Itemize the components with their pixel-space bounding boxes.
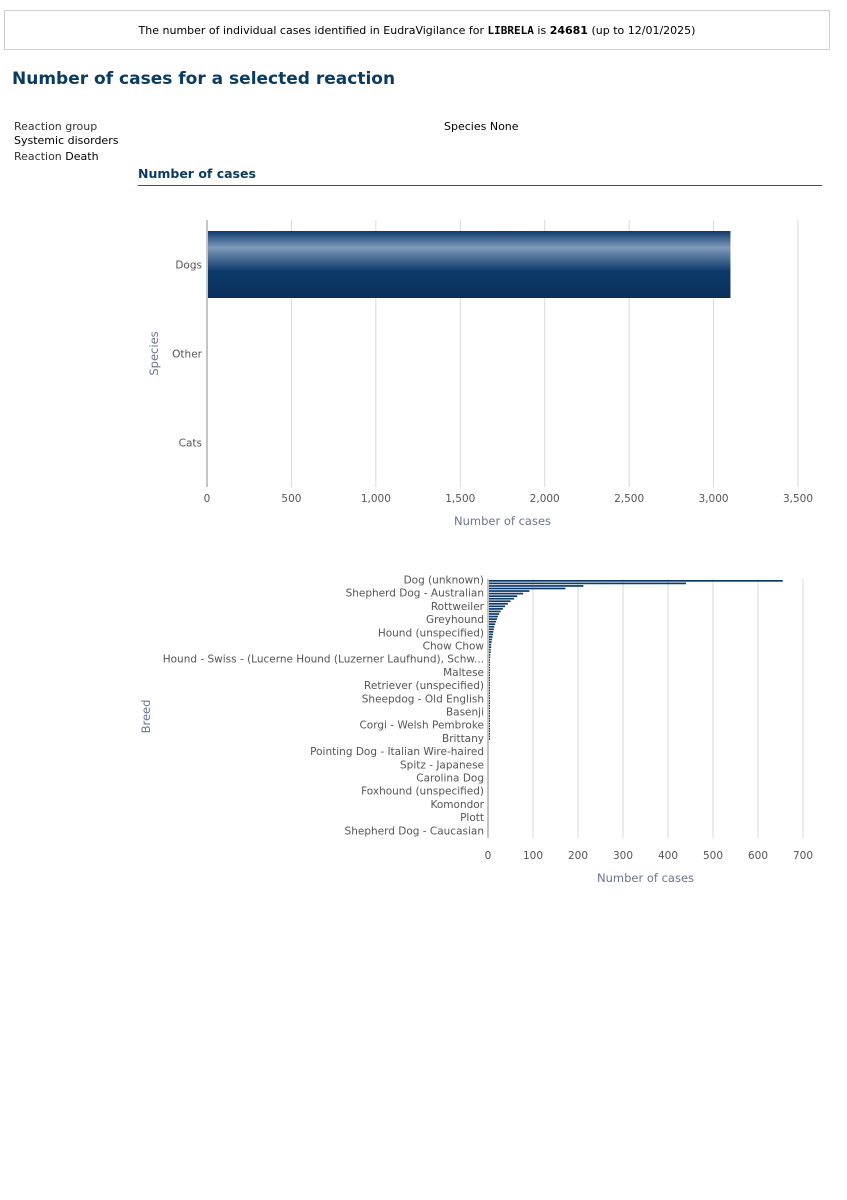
y-tick-label: Shepherd Dog - Australian xyxy=(345,587,484,600)
bar xyxy=(489,611,501,613)
banner-suffix: (up to 12/01/2025) xyxy=(591,23,696,37)
x-tick-label: 500 xyxy=(702,850,724,862)
reaction-group-filter xyxy=(14,120,124,148)
bar xyxy=(489,713,490,715)
bar xyxy=(489,672,490,674)
y-tick-label: Pointing Dog - Italian Wire-haired xyxy=(310,746,484,759)
x-tick-label: 0 xyxy=(484,850,492,862)
bar xyxy=(489,623,495,625)
y-tick-label: Chow Chow xyxy=(422,640,484,653)
bar xyxy=(489,646,491,648)
bar xyxy=(208,231,730,298)
y-tick-label: Corgi - Welsh Pembroke xyxy=(359,719,484,732)
y-tick-label: Retriever (unspecified) xyxy=(364,680,484,693)
banner-is: is xyxy=(537,23,547,37)
x-tick-label: 3,000 xyxy=(698,493,729,505)
section-title: Number of cases xyxy=(138,166,256,181)
bar xyxy=(489,664,490,666)
case-count-banner xyxy=(4,10,830,50)
x-tick-label: 3,500 xyxy=(782,493,814,505)
y-tick-label: Sheepdog - Old English xyxy=(361,693,484,706)
reaction-label: Reaction xyxy=(14,150,62,163)
bar xyxy=(489,697,490,699)
bar xyxy=(489,708,490,710)
banner-count: 24681 xyxy=(549,23,588,37)
bar xyxy=(489,590,529,592)
bar xyxy=(489,710,490,712)
bar xyxy=(489,603,508,605)
y-tick-label: Carolina Dog xyxy=(416,772,484,785)
y-tick-label: Spitz - Japanese xyxy=(399,759,484,772)
bar xyxy=(489,634,493,636)
y-tick-label: Foxhound (unspecified) xyxy=(361,785,484,798)
x-tick-label: 0 xyxy=(203,493,211,505)
bar xyxy=(489,621,496,623)
y-tick-label: Dog (unknown) xyxy=(403,574,484,587)
bar xyxy=(489,702,490,704)
bar xyxy=(489,626,494,628)
x-axis-title: Number of cases xyxy=(453,514,552,528)
bar xyxy=(489,667,490,669)
y-tick-label: Rottweiler xyxy=(430,600,484,613)
x-tick-label: 300 xyxy=(612,850,634,862)
bar xyxy=(489,738,490,740)
y-tick-label: Shepherd Dog - Caucasian xyxy=(344,825,484,838)
bar xyxy=(489,608,503,610)
reaction-group-label: Reaction group xyxy=(14,120,98,133)
y-tick-label: Dogs xyxy=(175,259,202,272)
bar xyxy=(489,644,491,646)
bar xyxy=(489,636,493,638)
species-filter xyxy=(444,120,519,133)
bar xyxy=(489,720,490,722)
bar xyxy=(489,685,490,687)
bar xyxy=(489,580,783,582)
bar xyxy=(489,593,523,595)
bar xyxy=(489,718,490,720)
bar xyxy=(489,616,498,618)
bar xyxy=(489,700,490,702)
y-axis-title: Breed xyxy=(139,699,153,734)
bar xyxy=(489,651,491,653)
bar xyxy=(489,728,490,730)
bar xyxy=(489,736,490,738)
bar xyxy=(489,649,491,651)
bar xyxy=(489,618,497,620)
y-tick-label: Hound (unspecified) xyxy=(377,627,484,640)
bar xyxy=(489,628,494,630)
bar xyxy=(489,585,583,587)
x-tick-label: 100 xyxy=(522,850,544,862)
bar xyxy=(489,669,490,671)
bar xyxy=(489,639,492,641)
x-tick-label: 2,000 xyxy=(529,493,560,505)
bar xyxy=(489,657,490,659)
y-tick-label: Other xyxy=(172,348,202,361)
bar xyxy=(489,725,490,727)
bar xyxy=(489,682,490,684)
y-tick-label: Basenji xyxy=(445,706,484,719)
bar xyxy=(489,631,493,633)
x-axis-title: Number of cases xyxy=(596,871,695,885)
bar xyxy=(489,695,490,697)
banner-product: LIBRELA xyxy=(487,23,534,37)
y-tick-label: Komondor xyxy=(430,798,484,811)
bar xyxy=(489,692,490,694)
x-tick-label: 200 xyxy=(567,850,589,862)
page-title: Number of cases for a selected reaction xyxy=(12,69,396,89)
bar xyxy=(489,659,490,661)
bar xyxy=(489,687,490,689)
y-tick-label: Brittany xyxy=(442,732,484,745)
x-tick-label: 1,500 xyxy=(445,493,476,505)
bar xyxy=(489,677,490,679)
bar xyxy=(489,600,511,602)
x-tick-label: 1,000 xyxy=(360,493,391,505)
bar xyxy=(489,598,514,600)
y-tick-label: Plott xyxy=(460,812,484,825)
bar xyxy=(489,583,686,585)
bar xyxy=(489,723,490,725)
y-tick-label: Cats xyxy=(178,437,202,450)
x-tick-label: 2,500 xyxy=(614,493,645,505)
bar xyxy=(489,641,492,643)
bar xyxy=(489,674,490,676)
species-filter-label: Species xyxy=(444,120,487,133)
reaction-value: Death xyxy=(65,150,99,163)
reaction-filter xyxy=(14,150,124,164)
reaction-filters xyxy=(14,120,124,166)
y-tick-label: Greyhound xyxy=(426,614,484,627)
species-bar-chart xyxy=(140,205,830,540)
x-tick-label: 600 xyxy=(747,850,769,862)
x-tick-label: 400 xyxy=(657,850,679,862)
breed-bar-chart xyxy=(130,570,830,895)
bar xyxy=(489,654,490,656)
bar xyxy=(489,730,490,732)
bar xyxy=(489,588,565,590)
bar xyxy=(489,595,517,597)
bar xyxy=(489,679,490,681)
bar xyxy=(489,715,490,717)
species-filter-value: None xyxy=(489,120,519,133)
x-tick-label: 500 xyxy=(281,493,302,505)
y-tick-label: Hound - Swiss - (Lucerne Hound (Luzerner Laufhund), Schw... xyxy=(162,653,484,666)
bar xyxy=(489,662,490,664)
bar xyxy=(489,606,505,608)
bar xyxy=(489,733,490,735)
reaction-group-value: Systemic disorders xyxy=(14,134,119,147)
x-tick-label: 700 xyxy=(792,850,814,862)
bar xyxy=(489,613,499,615)
y-axis-title: Species xyxy=(147,331,161,376)
bar xyxy=(489,690,490,692)
bar xyxy=(489,705,490,707)
y-tick-label: Maltese xyxy=(443,666,484,679)
section-divider xyxy=(138,185,822,186)
banner-prefix: The number of individual cases identified in EudraVigilance for xyxy=(138,23,485,37)
